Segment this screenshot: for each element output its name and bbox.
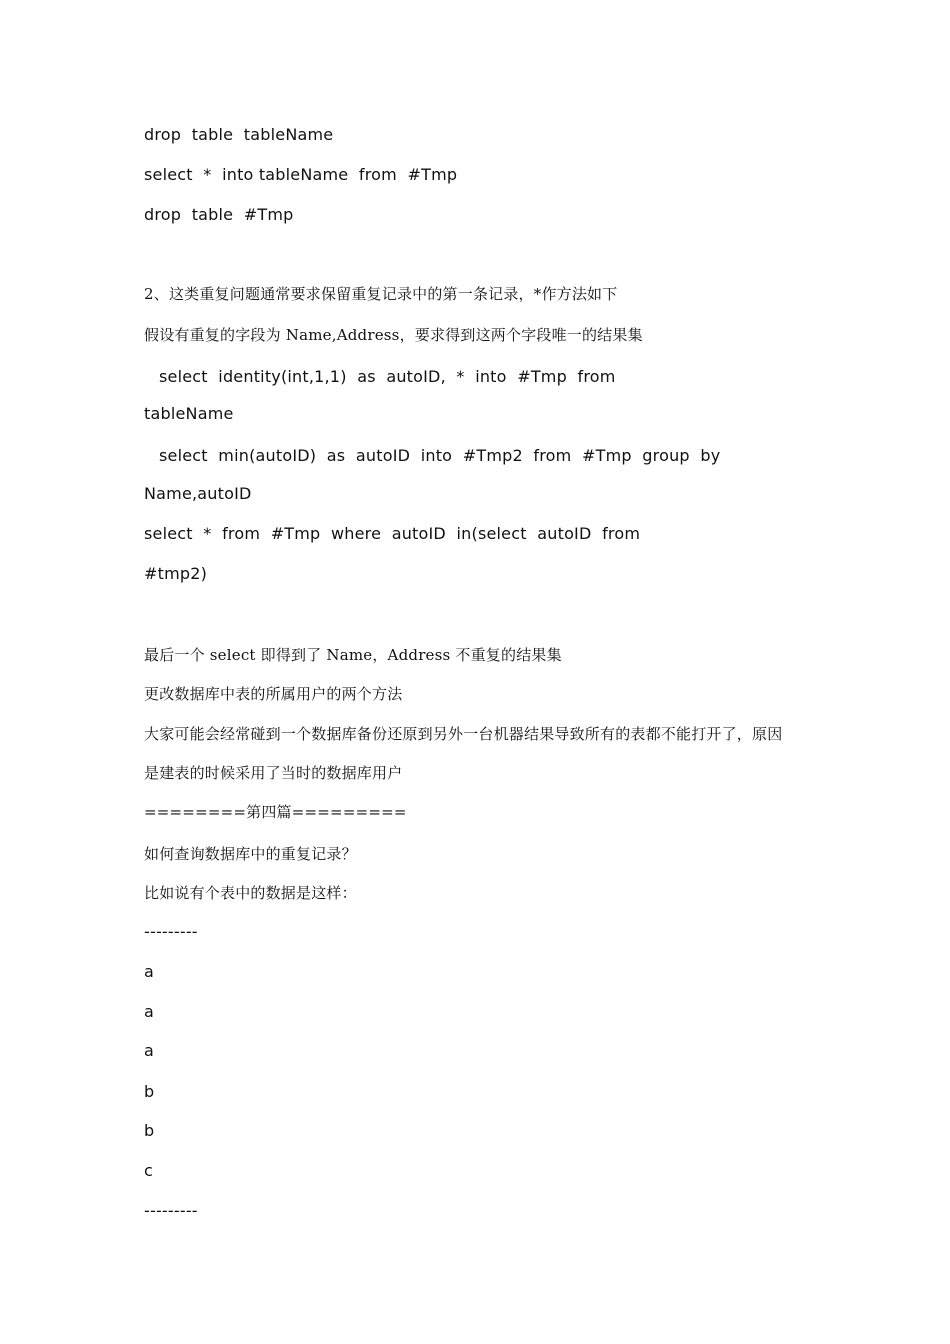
code-line-group-fields: Name,autoID <box>144 484 252 503</box>
paragraph-reason: 是建表的时候采用了当时的数据库用户 <box>144 764 403 782</box>
data-row-b-2: b <box>144 1121 155 1140</box>
code-line-tablename: tableName <box>144 404 234 423</box>
paragraph-result-set: 最后一个 select 即得到了 Name，Address 不重复的结果集 <box>144 646 562 664</box>
code-line-tmp2: #tmp2) <box>144 564 208 583</box>
paragraph-backup-restore: 大家可能会经常碰到一个数据库备份还原到另外一台机器结果导致所有的表都不能打开了，原因 <box>144 725 783 743</box>
code-line-drop-table: drop table tableName <box>144 125 334 144</box>
paragraph-change-owner: 更改数据库中表的所属用户的两个方法 <box>144 685 403 703</box>
data-row-a-3: a <box>144 1041 155 1060</box>
paragraph-query-duplicates: 如何查询数据库中的重复记录？ <box>144 845 357 863</box>
data-row-a-2: a <box>144 1002 155 1021</box>
divider-line-top: --------- <box>144 922 198 941</box>
data-row-b-1: b <box>144 1082 155 1101</box>
code-line-select-min: select min(autoID) as autoID into #Tmp2 from #Tmp group by <box>159 446 721 465</box>
divider-line-bottom: --------- <box>144 1201 198 1220</box>
code-line-drop-tmp: drop table #Tmp <box>144 205 294 224</box>
data-row-a-1: a <box>144 962 155 981</box>
data-row-c: c <box>144 1161 153 1180</box>
paragraph-fields-assumption: 假设有重复的字段为 Name,Address，要求得到这两个字段唯一的结果集 <box>144 326 643 344</box>
paragraph-method-2: 2、这类重复问题通常要求保留重复记录中的第一条记录，*作方法如下 <box>144 285 618 303</box>
code-line-select-into: select * into tableName from #Tmp <box>144 165 458 184</box>
code-line-select-where: select * from #Tmp where autoID in(select autoID from <box>144 524 641 543</box>
code-line-select-identity: select identity(int,1,1) as autoID, * into #Tmp from <box>159 367 616 386</box>
paragraph-table-example: 比如说有个表中的数据是这样： <box>144 884 357 902</box>
section-heading-part-4: ========第四篇========= <box>144 803 407 821</box>
